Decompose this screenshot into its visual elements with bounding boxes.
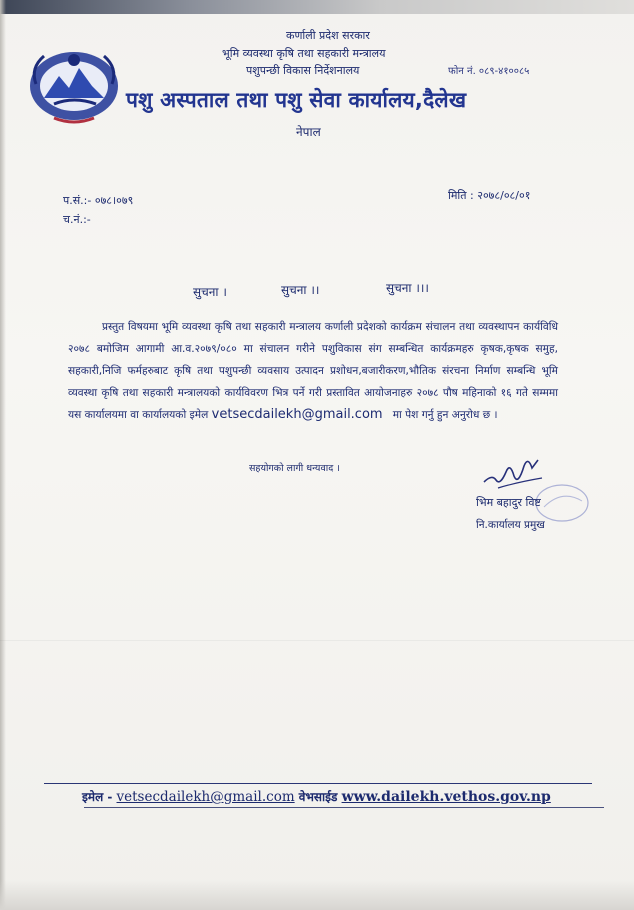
- header-ministry: भूमि व्यवस्था कृषि तथा सहकारी मन्त्रालय: [222, 47, 386, 60]
- header-directorate: पशुपन्छी विकास निर्देशनालय: [246, 64, 360, 77]
- notice-heading-3: सुचना ।।।: [386, 281, 429, 295]
- footer: [82, 788, 551, 805]
- scan-left-shadow: [0, 0, 6, 910]
- reference-number: प.सं.:- ०७८।०७९: [63, 194, 134, 207]
- notice-body: [68, 316, 558, 426]
- header-government: कर्णाली प्रदेश सरकार: [286, 29, 370, 42]
- notice-body-email: vetsecdailekh@gmail.com: [211, 407, 383, 422]
- signatory-name: भिम बहादुर विष्ट: [476, 496, 541, 509]
- footer-web-label: वेभसाईड: [298, 790, 338, 804]
- letter-date: मिति : २०७८/०८/०१: [448, 189, 531, 202]
- closing-thanks: सहयोगको लागी धन्यवाद ।: [249, 463, 340, 474]
- footer-underline: [84, 807, 604, 808]
- nepal-emblem-icon: [24, 38, 124, 128]
- dispatch-number: च.नं.:-: [63, 213, 91, 226]
- office-title: पशु अस्पताल तथा पशु सेवा कार्यालय,दैलेख: [126, 88, 467, 112]
- notice-body-text: प्रस्तुत विषयमा भूमि व्यवस्था कृषि तथा सहकारी मन्त्रालय कर्णाली प्रदेशको कार्यक्रम संचालन तथा व्यवस्थापन कार्यविधि २०७८ बमोजिम आगामी आ.व.२०७९/०८० मा संचालन गरीने पशुविकास संग सम्बन्धित कार्यक्रमहरु कृषक,कृषक समुह, सहकारी,निजि फर्महरुबाट कृषि तथा पशुपन्छी व्यवसाय उत्पादन प्रशोधन,बजारीकरण,भौतिक संरचना निर्माण सम्बन्धि भूमि व्यवस्था कृषि तथा सहकारी मन्त्रालयको कार्यविवरण भित्र पर्ने गरी प्रस्तावित आयोजनाहरु २०७८ पौष महिनाको १६ गते सम्ममा यस कार्यालयमा वा कार्यालयको इमेल: [68, 321, 558, 421]
- notice-heading-1: सुचना ।: [193, 285, 227, 299]
- notice-body-tail: मा पेश गर्नु हुन अनुरोध छ ।: [392, 409, 498, 421]
- header-country: नेपाल: [296, 125, 321, 139]
- signatory-title: नि.कार्यालय प्रमुख: [476, 519, 545, 531]
- footer-divider: [44, 783, 592, 784]
- paper-fold: [0, 640, 634, 641]
- notice-heading-2: सुचना ।।: [281, 283, 320, 297]
- scan-bottom-shadow: [0, 880, 634, 910]
- footer-website-link[interactable]: www.dailekh.vethos.gov.np: [341, 789, 551, 805]
- footer-email-link[interactable]: vetsecdailekh@gmail.com: [116, 789, 295, 805]
- scan-edge-shadow: [0, 0, 634, 14]
- footer-email-label: इमेल -: [82, 790, 113, 804]
- header-phone: फोन नं. ०८९-४१००८५: [448, 66, 530, 77]
